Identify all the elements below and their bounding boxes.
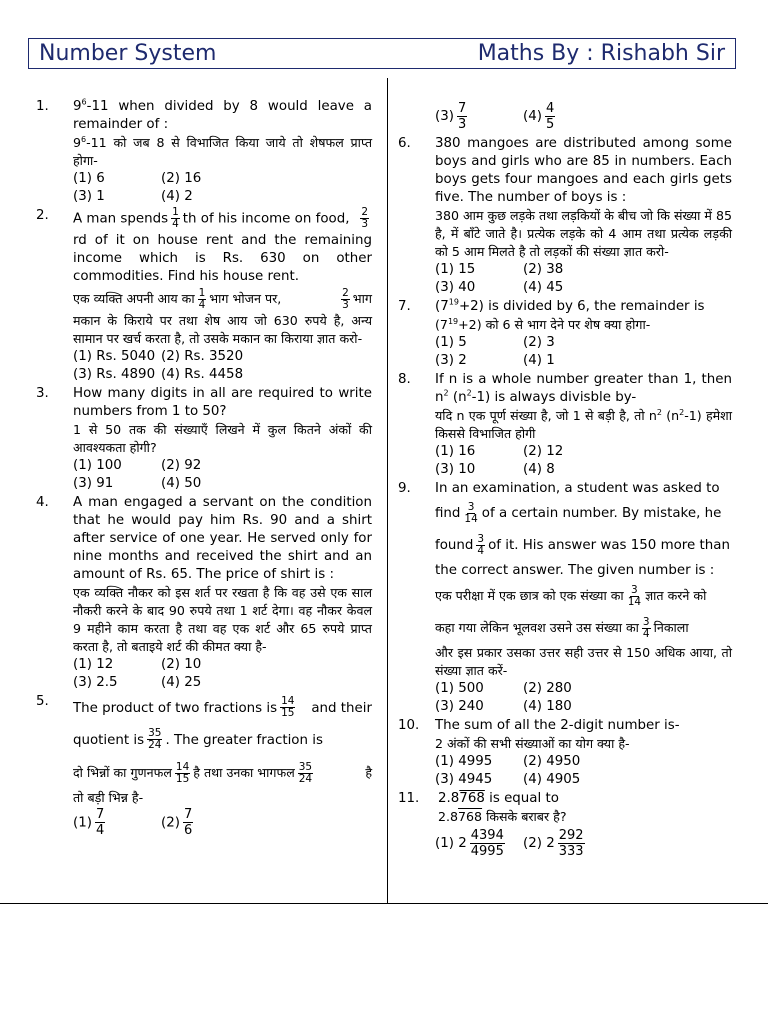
option: (3) 91 [73,475,114,491]
option: (2) $\frac{7}{6}$ [161,806,193,838]
left-column [36,98,372,840]
fraction: $\frac{3}{14}$ [627,584,642,608]
option: (2) 280 [523,681,572,696]
fraction: $\frac{14}{15}$ [281,695,295,719]
question-text-en: In an examination, a student was asked to [435,481,720,496]
question-number: 4. [36,494,49,510]
question-text-hi: 380 आम कुछ लड़के तथा लड़कियों के बीच जो कि संख्या में 85 है, में बाँटे जाते है। प्रत्येक लड़के को 4 आम तथा प्रत्येक लड़की को 5 आम मिलते है तो लड़कों की संख्या ज्ञात करो- [435,208,732,259]
option: (2) 16 [161,171,202,186]
option: (3) 40 [435,280,476,295]
question-number: 9. [398,481,411,496]
option: (4) 25 [161,674,202,690]
question-text-en-cont: found $\frac{3}{4}$ of it. His answer was 150 more than [435,532,730,557]
question-5-continued [398,100,732,134]
option: (4) Rs. 4458 [161,366,244,382]
option: (3) 1 [73,189,105,204]
option: (1) 12 [73,656,114,672]
option: (1) 6 [73,171,105,186]
option: (3) Rs. 4890 [73,366,156,382]
option: (1) $\frac{7}{4}$ [73,806,105,838]
options [73,348,372,384]
option: (1) 4995 [435,754,493,769]
options [435,443,732,479]
question-number: 1. [36,99,49,114]
options [73,807,372,840]
question-text-hi: $(7^{19}+2)$ को 6 से भाग देने पर शेष क्या होगा- [435,316,651,332]
question-number: 8. [398,372,411,387]
options [435,680,732,716]
question-text-en: How many digits in all are required to write numbers from 1 to 50? [73,385,372,419]
question-text-en-cont: rd of it on house rent and the remaining income which is Rs. 630 on other commodities. Find his house rent. [73,232,372,284]
question-text-en: The sum of all the 2-digit number is- [435,718,680,733]
option: (3) 4945 [435,772,493,787]
option: (4) 45 [523,280,564,295]
page-header [28,38,736,69]
question-5 [36,693,372,840]
fraction: $\frac{2}{3}$ [361,206,368,230]
question-text-en-cont: the correct answer. The given number is : [435,563,715,578]
question-text-en: A man spends $\frac{1}{4}$ th of his income on food, $\frac{2}{3}$ [73,206,368,230]
question-9 [398,480,732,716]
column-divider [387,78,388,904]
option: (1) 2 $\frac{4394}{4995}$ [435,827,504,859]
option: (2) 12 [523,444,564,459]
option: (4) 50 [161,475,202,491]
question-6 [398,135,732,297]
question-text-en: $9^6-11$ when divided by 8 would leave a remainder of : [73,97,372,132]
option: (1) 15 [435,262,476,277]
question-number: 5. [36,693,49,709]
question-text-en: 380 mangoes are distributed among some boys and girls who are 85 in numbers. Each boys gets four mangoes and each girls gets five. The number of boys is : [435,136,732,205]
options [435,334,732,370]
question-3 [36,385,372,493]
question-number: 10. [398,718,420,733]
question-text-hi: एक व्यक्ति नौकर को इस शर्त पर रखता है कि वह उसे एक साल नौकरी करने के बाद 90 रुपये तथा 1 शर्ट देगा। वह नौकर केवल 9 महीने काम करता है तथा वह एक शर्ट और 65 रुपये प्राप्त करता है, तो बताइये शर्ट की कीमत क्या है- [73,584,372,654]
question-text-en: $(7^{19}+2)$ is divided by 6, the remainder is [435,297,705,314]
option: (3) 2.5 [73,674,118,690]
fraction: $\frac{3}{4}$ [477,532,485,557]
question-text-en-cont: find $\frac{3}{14}$ of a certain number. By mistake, he [435,500,722,525]
fraction: $\frac{35}{24}$ [298,760,313,785]
option: (2) Rs. 3520 [161,348,244,364]
question-11 [398,790,732,862]
fraction: $\frac{3}{4}$ [642,616,650,640]
header-title: Number System [39,41,217,66]
question-number: 6. [398,136,411,151]
question-number: 11. [398,791,420,806]
question-text-hi: 2 अंकों की सभी संख्याओं का योग क्या है- [435,736,630,751]
header-author: Maths By : Rishabh Sir [477,41,725,66]
question-4 [36,494,372,692]
question-text-hi-cont: कहा गया लेकिन भूलवश उसने उस संख्या का $\frac{3}{4}$ निकाला [435,616,689,640]
question-text-hi-cont: तो बड़ी भिन्न है- [73,789,144,805]
option: (2) 2 $\frac{292}{333}$ [523,827,584,859]
option: (4) $\frac{4}{5}$ [523,100,555,132]
options [73,170,372,206]
question-number: 2. [36,208,49,223]
option: (2) 3 [523,335,555,350]
question-text-hi-cont: मकान के किराये पर तथा शेष आय जो 630 रुपये है, अन्य सामान पर खर्च करता है, तो उसके मकान का किराया ज्ञात करो- [73,312,372,346]
question-text-en: 2.8768 is equal to [438,791,559,806]
option: (4) 8 [523,462,555,477]
fraction: $\frac{35}{24}$ [148,727,162,751]
question-text-hi: 1 से 50 तक की संख्याएँ लिखने में कुल कितने अंकों की आवश्यकता होगी? [73,421,372,455]
question-8 [398,371,732,479]
bottom-rule [0,903,768,904]
option: (1) 16 [435,444,476,459]
question-text-en: A man engaged a servant on the condition that he would pay him Rs. 90 and a shirt after service of one year. He served only for nine months and received the shirt and an amount of Rs. 65. The price of shirt is : [73,494,372,582]
question-number: 3. [36,385,49,401]
option: (1) 5 [435,335,467,350]
question-text-hi: एक परीक्षा में एक छात्र को एक संख्या का $\frac{3}{14}$ ज्ञात करने को [435,584,707,608]
option: (2) 38 [523,262,564,277]
right-column [398,100,732,863]
options [435,753,732,789]
options [435,826,732,862]
fraction: $\frac{1}{4}$ [172,206,179,230]
option: (2) 92 [161,457,202,473]
option: (4) 4905 [523,772,581,787]
question-text-en: If n is a whole number greater than 1, then $n^2$ $(n^2-1)$ is always divisble by- [435,372,732,405]
options [73,457,372,493]
option: (3) 2 [435,353,467,368]
question-text-hi-cont: और इस प्रकार उसका उत्तर सही उत्तर से 150 अधिक आया, तो संख्या ज्ञात करें- [435,645,732,678]
question-text-hi: 2.8768 किसके बराबर है? [438,809,567,824]
question-text-en: The product of two fractions is $\frac{14}{15}$ and their [73,695,372,719]
question-text-en-cont: quotient is $\frac{35}{24}$ . The greater fraction is [73,727,323,751]
question-number: 7. [398,299,411,314]
option: (4) 2 [161,189,193,204]
option: (2) 4950 [523,754,581,769]
fraction: $\frac{3}{14}$ [464,500,478,525]
option: (2) 10 [161,656,202,672]
question-1 [36,98,372,206]
fraction: $\frac{1}{4}$ [198,286,206,311]
options [435,100,732,134]
question-text-hi: यदि n एक पूर्ण संख्या है, जो 1 से बड़ी है, तो $n^2$ $(n^2-1)$ हमेशा किससे विभाजित होगी [435,407,732,441]
question-text-hi: एक व्यक्ति अपनी आय का $\frac{1}{4}$ भाग भोजन पर, $\frac{2}{3}$ भाग [73,286,372,311]
question-2 [36,207,372,384]
question-text-hi: $9^6-11$ को जब 8 से विभाजित किया जाये तो शेषफल प्राप्त होगा- [73,134,372,168]
question-text-hi: दो भिन्नों का गुणनफल $\frac{14}{15}$ है तथा उनका भागफल $\frac{35}{24}$ है [73,760,372,785]
options [73,656,372,692]
option: (1) Rs. 5040 [73,348,156,364]
option: (1) 500 [435,681,484,696]
question-7 [398,298,732,370]
question-10 [398,717,732,789]
options [435,261,732,297]
option: (4) 180 [523,699,572,714]
option: (3) 10 [435,462,476,477]
option: (3) 240 [435,699,484,714]
option: (3) $\frac{7}{3}$ [435,100,467,132]
fraction: $\frac{14}{15}$ [175,760,190,785]
fraction: $\frac{2}{3}$ [342,286,349,311]
option: (4) 1 [523,353,555,368]
option: (1) 100 [73,457,122,473]
